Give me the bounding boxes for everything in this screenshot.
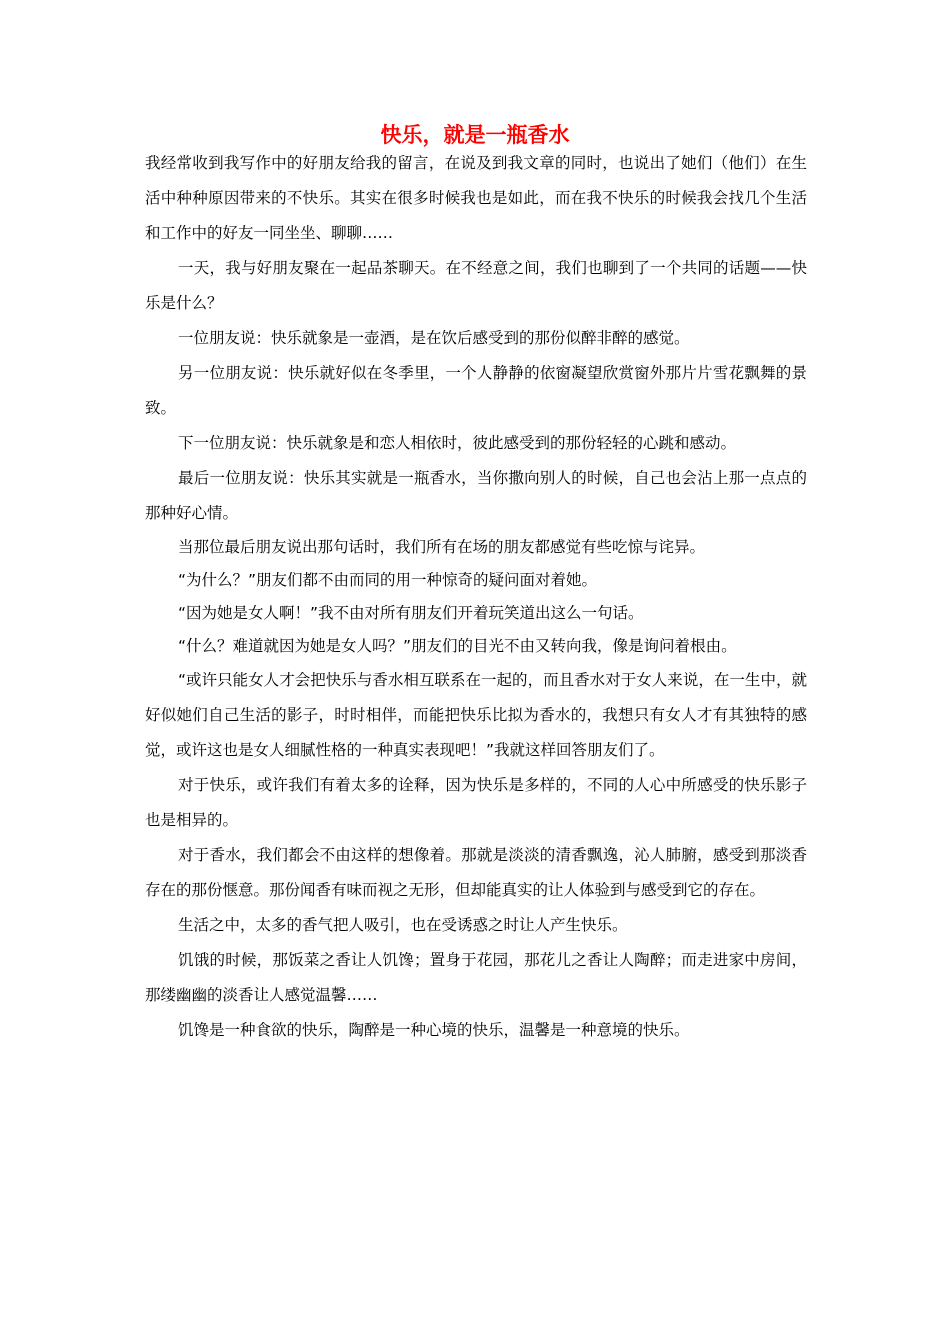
paragraph-13: 对于香水，我们都会不由这样的想像着。那就是淡淡的清香飘逸，沁人肺腑，感受到那淡香存在的那份惬意。那份闻香有味而视之无形，但却能真实的让人体验到与感受到它的存在。 — [145, 846, 807, 899]
paragraph-3: 一位朋友说：快乐就象是一壶酒，是在饮后感受到的那份似醉非醉的感觉。 — [178, 329, 690, 347]
paragraph-7: 当那位最后朋友说出那句话时，我们所有在场的朋友都感觉有些吃惊与诧异。 — [178, 538, 706, 556]
paragraph-10: “什么？难道就因为她是女人吗？”朋友们的目光不由又转向我，像是询问着根由。 — [178, 637, 737, 655]
document-title: 快乐，就是一瓶香水 — [380, 123, 570, 147]
paragraph-11: “或许只能女人才会把快乐与香水相互联系在一起的，而且香水对于女人来说，在一生中，就好似她们自己生活的影子，时时相伴，而能把快乐比拟为香水的，我想只有女人才有其独特的感觉，或许这也是女人细腻性格的一种真实表现吧！”我就这样回答朋友们了。 — [145, 671, 807, 759]
paragraph-16: 饥馋是一种食欲的快乐，陶醉是一种心境的快乐，温馨是一种意境的快乐。 — [178, 1021, 690, 1039]
paragraph-5: 下一位朋友说：快乐就象是和恋人相依时，彼此感受到的那份轻轻的心跳和感动。 — [178, 434, 737, 452]
article-body — [145, 146, 807, 1048]
paragraph-12: 对于快乐，或许我们有着太多的诠释，因为快乐是多样的，不同的人心中所感受的快乐影子也是相异的。 — [145, 776, 807, 829]
paragraph-14: 生活之中，太多的香气把人吸引，也在受诱惑之时让人产生快乐。 — [178, 916, 628, 934]
paragraph-6: 最后一位朋友说：快乐其实就是一瓶香水，当你撒向别人的时候，自己也会沾上那一点点的那种好心情。 — [145, 469, 807, 522]
paragraph-2: 一天，我与好朋友聚在一起品茶聊天。在不经意之间，我们也聊到了一个共同的话题——快乐是什么？ — [145, 259, 807, 312]
paragraph-4: 另一位朋友说：快乐就好似在冬季里，一个人静静的依窗凝望欣赏窗外那片片雪花飘舞的景致。 — [145, 364, 807, 417]
paragraph-8: “为什么？”朋友们都不由而同的用一种惊奇的疑问面对着她。 — [178, 571, 598, 589]
paragraph-9: “因为她是女人啊！”我不由对所有朋友们开着玩笑道出这么一句话。 — [178, 604, 644, 622]
paragraph-15: 饥饿的时候，那饭菜之香让人饥馋；置身于花园，那花儿之香让人陶醉；而走进家中房间，那缕幽幽的淡香让人感觉温馨…… — [145, 951, 807, 1004]
paragraph-1: 我经常收到我写作中的好朋友给我的留言，在说及到我文章的同时，也说出了她们（他们）在生活中种种原因带来的不快乐。其实在很多时候我也是如此，而在我不快乐的时候我会找几个生活和工作中的好友一同坐坐、聊聊…… — [145, 154, 807, 242]
